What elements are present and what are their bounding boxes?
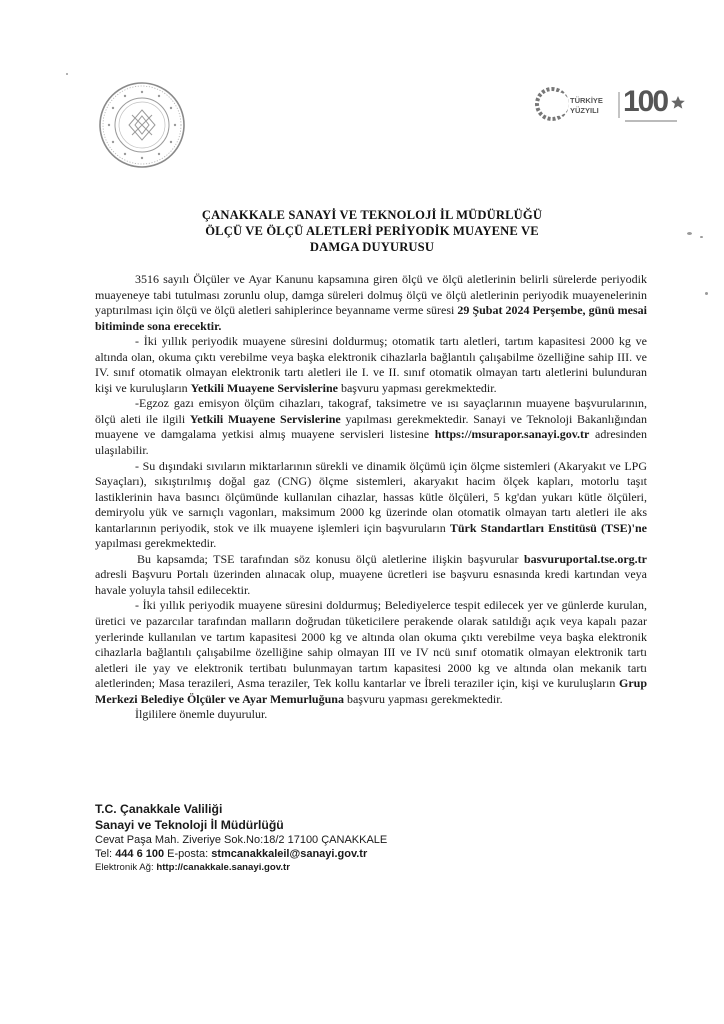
scan-speck xyxy=(700,236,703,238)
footer-address: Cevat Paşa Mah. Ziveriye Sok.No:18/2 17100 ÇANAKKALE xyxy=(95,834,388,846)
footer-web-link[interactable]: http://canakkale.sanayi.gov.tr xyxy=(156,862,290,873)
footer-email-label: E-posta: xyxy=(164,848,212,860)
paragraph-3-bold: Yetkili Muayene Servislerine xyxy=(189,411,341,426)
paragraph-1-text: 3516 sayılı Ölçüler ve Ayar Kanunu kapsamına giren ölçü ve ölçü aletlerinin belirli sürelerde periyodik muayeneye tabi tutulması zorunlu olup, damga süreleri dolmuş ölçü ve ölçü aletlerinin periyodik muayenelerinin yaptırılması için ölçü ve ölçü aletleri sahiplerince beyanname verme süresi xyxy=(95,272,647,318)
footer-web-line xyxy=(95,861,515,874)
paragraph-3 xyxy=(95,396,647,458)
footer-tel-value: 444 6 100 xyxy=(115,848,165,860)
scan-speck xyxy=(705,292,708,295)
paragraph-2-tail: başvuru yapması gerekmektedir. xyxy=(337,380,497,395)
title-line-1: ÇANAKKALE SANAYİ VE TEKNOLOJİ İL MÜDÜRLÜĞÜ xyxy=(201,208,543,222)
paragraph-6-tail: başvuru yapması gerekmektedir. xyxy=(343,691,503,706)
paragraph-4-text: - Su dışındaki sıvıların miktarlarının sürekli ve dinamik ölçümü için ölçme sistemleri (Akaryakıt ve LPG Sayaçları), sıkıştırılmış doğal gaz (CNG) ölçme sistemleri, akaryakıt hacim ölçek kapları, motorlu taşıt lastiklerinin hava basıncı ölçümünde kullanılan cihazlar, hassas kütle ölçüleri, 5 kg'dan yukarı kütle ölçüleri, demiryolu yük ve sarnıçlı vagonları, maksimum 2000 kg üzerinde olan otomatik olmayan tartı aletleri ile aks kantarlarının periyodik, stok ve ilk muayene işlemleri için başvuruların xyxy=(95,458,647,535)
paragraph-6 xyxy=(95,598,647,707)
footer-tel-label: Tel: xyxy=(95,848,116,860)
footer-contact-block xyxy=(95,802,515,874)
paragraph-4-tail: yapılması gerekmektedir. xyxy=(95,536,217,551)
ministry-seal-logo xyxy=(97,80,187,170)
paragraph-5 xyxy=(95,552,647,599)
footer-web-label: Elektronik Ağ: xyxy=(95,862,157,873)
paragraph-5-tail: adresli Başvuru Portalı üzerinden alınacak olup, muayene ücretleri ise başvuru esnasında kredi kartından veya havale yoluyla tahsil edilecektir. xyxy=(95,567,647,597)
deadline-date: 29 Şubat 2024 Perşembe, günü mesai bitiminde sona erecektir. xyxy=(95,303,647,333)
paragraph-1 xyxy=(95,272,647,334)
scan-speck xyxy=(687,232,692,235)
msurapor-link[interactable]: https://msurapor.sanayi.gov.tr xyxy=(434,427,590,442)
paragraph-6-bold: Grup Merkezi Belediye Ölçüler ve Ayar Memurluğuna xyxy=(95,676,647,706)
scan-speck xyxy=(66,73,68,75)
footer-org-line-1: T.C. Çanakkale Valiliği xyxy=(95,802,223,816)
paragraph-6-text: - İki yıllık periyodik muayene süresini doldurmuş; Belediyelerce tespit edilecek yer ve günlerde kurulan, üretici ve pazarcılar tarafından malların doğrudan tüketicilere perakende olarak satıldığı açık veya kapalı pazar yerlerinde kullanılan ve tartım kapasitesi 2000 kg ve altında olan okuma çıktı verebilme veya başka elektronik cihazlarla bağlantılı çalışabilme özelliğine sahip olmayan III ve IV ncü sınıf otomatik olmayan elektronik tartı aletleri ile yay ve elektronik tertibatı bulunmayan tartım kapasitesi 2000 kg ve altında olan mekanik tartı aletlerinden; Masa terazileri, Asma teraziler, Tek kollu kantarlar ve İbreli teraziler için, kişi ve kuruluşların xyxy=(95,598,647,691)
closing-sentence: İlgililere önemle duyurulur. xyxy=(135,707,268,722)
announcement-body xyxy=(95,272,647,723)
paragraph-7 xyxy=(95,707,647,723)
footer-email-link[interactable]: stmcanakkaleil@sanayi.gov.tr xyxy=(211,848,368,860)
paragraph-2 xyxy=(95,334,647,396)
paragraph-4-bold: Türk Standartları Enstitüsü (TSE)'ne xyxy=(449,520,647,535)
turkiye-yuzyili-logo xyxy=(530,80,690,130)
footer-org-line-2: Sanayi ve Teknoloji İl Müdürlüğü xyxy=(95,817,284,832)
tse-portal-link[interactable]: basvuruportal.tse.org.tr xyxy=(524,551,647,566)
logo-text-turkiye: TÜRKİYE xyxy=(570,96,603,105)
logo-text-100: 100 xyxy=(623,85,668,118)
paragraph-5-text: Bu kapsamda; TSE tarafından söz konusu ölçü aletlerine ilişkin başvurular xyxy=(137,551,524,566)
title-line-3: DAMGA DUYURUSU xyxy=(309,240,435,254)
title-line-2: ÖLÇÜ VE ÖLÇÜ ALETLERİ PERİYODİK MUAYENE VE xyxy=(205,224,539,238)
paragraph-3-mid: yapılması gerekmektedir. Sanayi ve Teknoloji Bakanlığından muayene ve damgalama yetkisi almış muayene servisleri listesine xyxy=(95,411,648,442)
paragraph-3-tail: adresinden ulaşılabilir. xyxy=(95,427,647,458)
logo-text-yuzyili: YÜZYILI xyxy=(570,106,599,115)
announcement-title xyxy=(90,207,654,255)
paragraph-2-bold: Yetkili Muayene Servislerine xyxy=(190,380,338,395)
paragraph-4 xyxy=(95,459,647,552)
footer-contact-line xyxy=(95,847,515,861)
paragraph-3-text: -Egzoz gazı emisyon ölçüm cihazları, takograf, taksimetre ve ısı sayaçlarının muayene başvurularının, ölçü aleti ile ilgili xyxy=(95,396,647,426)
paragraph-2-text: - İki yıllık periyodik muayene süresini doldurmuş; otomatik tartı aletleri, tartım kapasitesi 2000 kg ve altında olan, okuma çıktı verebilme veya başka elektronik cihazlarla bağlantılı çalışabilme özelliğine sahip III. ve IV. sınıf otomatik olmayan elektronik tartı aletleri ile I. ve II. sınıf otomatik olmayan tartı aletlerini bulunduran kişi ve kuruluşların xyxy=(95,334,647,395)
